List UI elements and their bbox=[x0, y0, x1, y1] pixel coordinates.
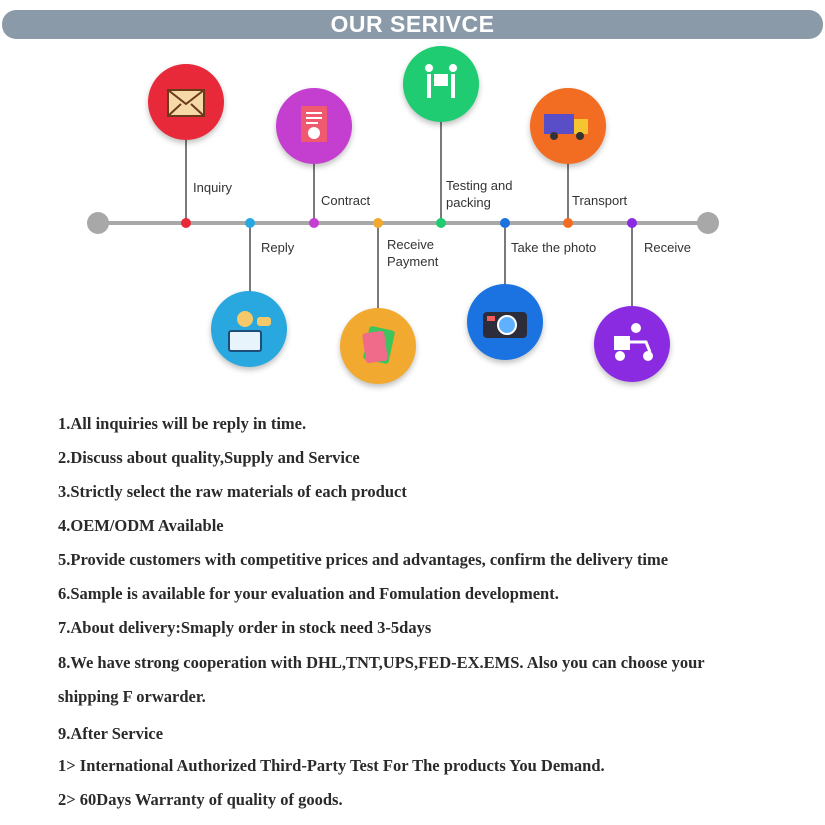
step-testing-packing bbox=[403, 46, 479, 122]
card-payment-icon bbox=[340, 308, 416, 384]
stem-receive bbox=[631, 223, 633, 308]
service-banner: OUR SERIVCE bbox=[2, 10, 823, 39]
step-take-photo bbox=[467, 284, 543, 360]
dot-testing-packing bbox=[436, 218, 446, 228]
list-item: 7.About delivery:Smaply order in stock need 3-5days bbox=[58, 618, 432, 637]
label-take-photo: Take the photo bbox=[511, 240, 597, 255]
label-contract: Contract bbox=[321, 193, 371, 208]
label-testing-packing: Testing and packing bbox=[446, 178, 513, 210]
list-item: 6.Sample is available for your evaluation and Fomulation development. bbox=[58, 584, 559, 603]
list-item: shipping F orwarder. bbox=[58, 687, 206, 706]
step-inquiry bbox=[148, 64, 224, 140]
dot-transport bbox=[563, 218, 573, 228]
customer-service-icon bbox=[211, 291, 287, 367]
timeline-start-cap bbox=[87, 212, 109, 234]
list-item: 2.Discuss about quality,Supply and Service bbox=[58, 448, 360, 467]
dot-inquiry bbox=[181, 218, 191, 228]
stem-inquiry bbox=[185, 138, 187, 223]
stem-receive-payment bbox=[377, 223, 379, 308]
list-item: 9.After Service bbox=[58, 724, 164, 743]
envelope-icon bbox=[148, 64, 224, 140]
step-receive-payment bbox=[340, 308, 416, 384]
list-item: 5.Provide customers with competitive prices and advantages, confirm the delivery time bbox=[58, 550, 669, 569]
stem-testing-packing bbox=[440, 120, 442, 223]
camera-icon bbox=[467, 284, 543, 360]
step-transport bbox=[530, 88, 606, 164]
truck-icon bbox=[530, 88, 606, 164]
dot-receive-payment bbox=[373, 218, 383, 228]
label-inquiry: Inquiry bbox=[193, 180, 233, 195]
delivery-scooter-icon bbox=[594, 306, 670, 382]
list-item: 2> 60Days Warranty of quality of goods. bbox=[58, 790, 343, 809]
list-item: 4.OEM/ODM Available bbox=[58, 516, 224, 535]
label-transport: Transport bbox=[572, 193, 628, 208]
contract-icon bbox=[276, 88, 352, 164]
dot-reply bbox=[245, 218, 255, 228]
step-contract bbox=[276, 88, 352, 164]
stem-transport bbox=[567, 162, 569, 223]
packing-icon bbox=[403, 46, 479, 122]
list-item: 8.We have strong cooperation with DHL,TNT,UPS,FED-EX.EMS. Also you can choose your bbox=[58, 653, 705, 672]
stem-reply bbox=[249, 223, 251, 293]
list-item: 1> International Authorized Third-Party Test For The products You Demand. bbox=[58, 756, 605, 775]
timeline-end-cap bbox=[697, 212, 719, 234]
list-item: 1.All inquiries will be reply in time. bbox=[58, 414, 307, 433]
step-reply bbox=[211, 291, 287, 367]
stem-take-photo bbox=[504, 223, 506, 288]
service-timeline bbox=[0, 40, 825, 400]
dot-take-photo bbox=[500, 218, 510, 228]
label-reply: Reply bbox=[261, 240, 295, 255]
stem-contract bbox=[313, 162, 315, 223]
list-item: 3.Strictly select the raw materials of each product bbox=[58, 482, 407, 501]
label-receive-payment: Receive Payment bbox=[387, 237, 439, 269]
dot-contract bbox=[309, 218, 319, 228]
label-receive: Receive bbox=[644, 240, 691, 255]
dot-receive bbox=[627, 218, 637, 228]
step-receive bbox=[594, 306, 670, 382]
